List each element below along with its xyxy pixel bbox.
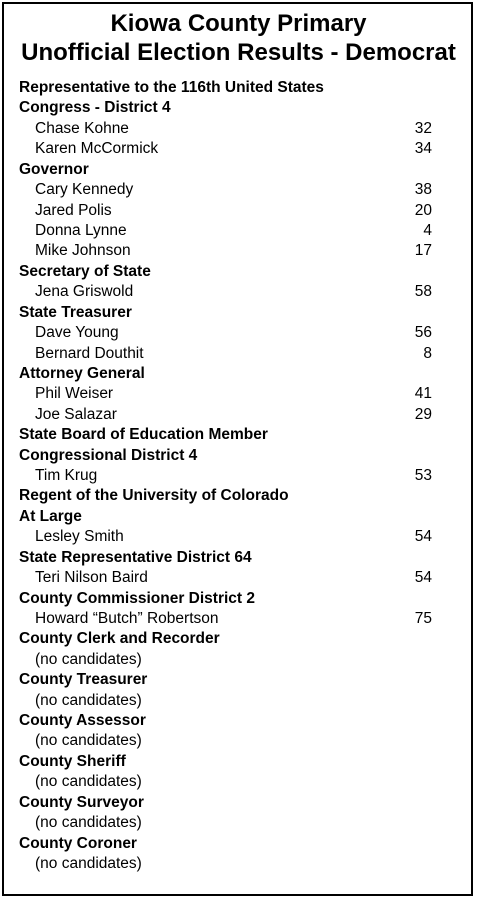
vote-count: 75 [414, 609, 432, 627]
office-heading [0, 425, 477, 445]
no-candidates-note [0, 854, 477, 874]
no-candidates-note [0, 813, 477, 833]
office-heading [0, 78, 477, 98]
no-candidates-note [0, 772, 477, 792]
candidate-name: Teri Nilson Baird [35, 569, 148, 587]
office-heading [0, 752, 477, 772]
candidate-row [0, 119, 477, 139]
office-heading [0, 670, 477, 690]
office-heading [0, 303, 477, 323]
candidate-name: Cary Kennedy [35, 181, 134, 199]
office-label: County Coroner [19, 834, 137, 852]
office-label: State Board of Education Member [19, 426, 268, 444]
office-label: County Clerk and Recorder [19, 630, 220, 648]
candidate-name: Jena Griswold [35, 283, 134, 301]
vote-count: 38 [414, 181, 432, 199]
office-label: Regent of the University of Colorado [19, 487, 289, 505]
office-heading [0, 548, 477, 568]
office-label: Congressional District 4 [19, 446, 198, 464]
office-label: County Treasurer [19, 671, 148, 689]
candidate-row [0, 568, 477, 588]
candidate-name: Lesley Smith [35, 528, 124, 546]
no-candidates-label: (no candidates) [35, 650, 142, 668]
office-heading [0, 364, 477, 384]
vote-count: 54 [414, 569, 432, 587]
office-label: Attorney General [19, 364, 145, 382]
vote-count: 56 [414, 324, 432, 341]
vote-count: 58 [414, 283, 432, 301]
office-label: Congress - District 4 [19, 99, 171, 117]
office-label: County Surveyor [19, 793, 144, 811]
candidate-name: Joe Salazar [35, 405, 117, 423]
office-heading [0, 160, 477, 180]
office-heading [0, 589, 477, 609]
candidate-name: Donna Lynne [35, 221, 127, 239]
no-candidates-label: (no candidates) [35, 814, 142, 832]
candidate-name: Phil Weiser [35, 385, 114, 403]
candidate-row [0, 201, 477, 221]
vote-count: 54 [414, 528, 432, 546]
candidate-name: Tim Krug [35, 467, 98, 484]
no-candidates-note [0, 691, 477, 711]
candidate-row [0, 323, 477, 343]
vote-count: 41 [414, 385, 432, 403]
no-candidates-label: (no candidates) [35, 773, 142, 791]
vote-count: 8 [423, 344, 432, 362]
office-heading [0, 793, 477, 813]
candidate-name: Jared Polis [35, 201, 112, 219]
candidate-row [0, 282, 477, 302]
office-heading [0, 629, 477, 649]
office-label: State Treasurer [19, 303, 132, 321]
candidate-row [0, 221, 477, 241]
no-candidates-label: (no candidates) [35, 855, 142, 872]
candidate-row [0, 139, 477, 159]
vote-count: 20 [414, 201, 432, 219]
candidate-name: Karen McCormick [35, 140, 159, 158]
vote-count: 17 [414, 242, 432, 260]
office-heading [0, 262, 477, 282]
vote-count: 34 [414, 140, 432, 158]
no-candidates-note [0, 650, 477, 670]
office-label: County Assessor [19, 712, 146, 729]
office-heading [0, 834, 477, 854]
office-heading [0, 446, 477, 466]
candidate-name: Howard “Butch” Robertson [35, 609, 219, 627]
candidate-row [0, 466, 477, 486]
page-title: Kiowa County Primary [110, 10, 367, 37]
office-label: County Sheriff [19, 752, 126, 770]
office-heading [0, 507, 477, 527]
office-heading [0, 711, 477, 731]
office-label: Secretary of State [19, 262, 151, 280]
vote-count: 53 [414, 467, 432, 484]
candidate-row [0, 384, 477, 404]
candidate-row [0, 180, 477, 200]
office-label: Governor [19, 160, 89, 178]
office-label: State Representative District 64 [19, 548, 252, 566]
candidate-row [0, 527, 477, 547]
page-subtitle: Unofficial Election Results - Democrat [21, 39, 456, 66]
vote-count: 4 [423, 221, 432, 239]
candidate-row [0, 405, 477, 425]
candidate-name: Bernard Douthit [35, 344, 144, 362]
no-candidates-note [0, 731, 477, 751]
office-heading [0, 98, 477, 118]
candidate-name: Mike Johnson [35, 242, 131, 260]
candidate-name: Dave Young [35, 324, 119, 341]
office-label: Representative to the 116th United States [19, 79, 324, 96]
no-candidates-label: (no candidates) [35, 691, 142, 709]
candidate-row [0, 609, 477, 629]
candidate-name: Chase Kohne [35, 119, 129, 137]
candidate-row [0, 344, 477, 364]
office-heading [0, 486, 477, 506]
vote-count: 29 [414, 405, 432, 423]
vote-count: 32 [414, 119, 432, 137]
office-label: At Large [19, 507, 82, 525]
office-label: County Commissioner District 2 [19, 589, 255, 607]
no-candidates-label: (no candidates) [35, 732, 142, 750]
candidate-row [0, 241, 477, 261]
